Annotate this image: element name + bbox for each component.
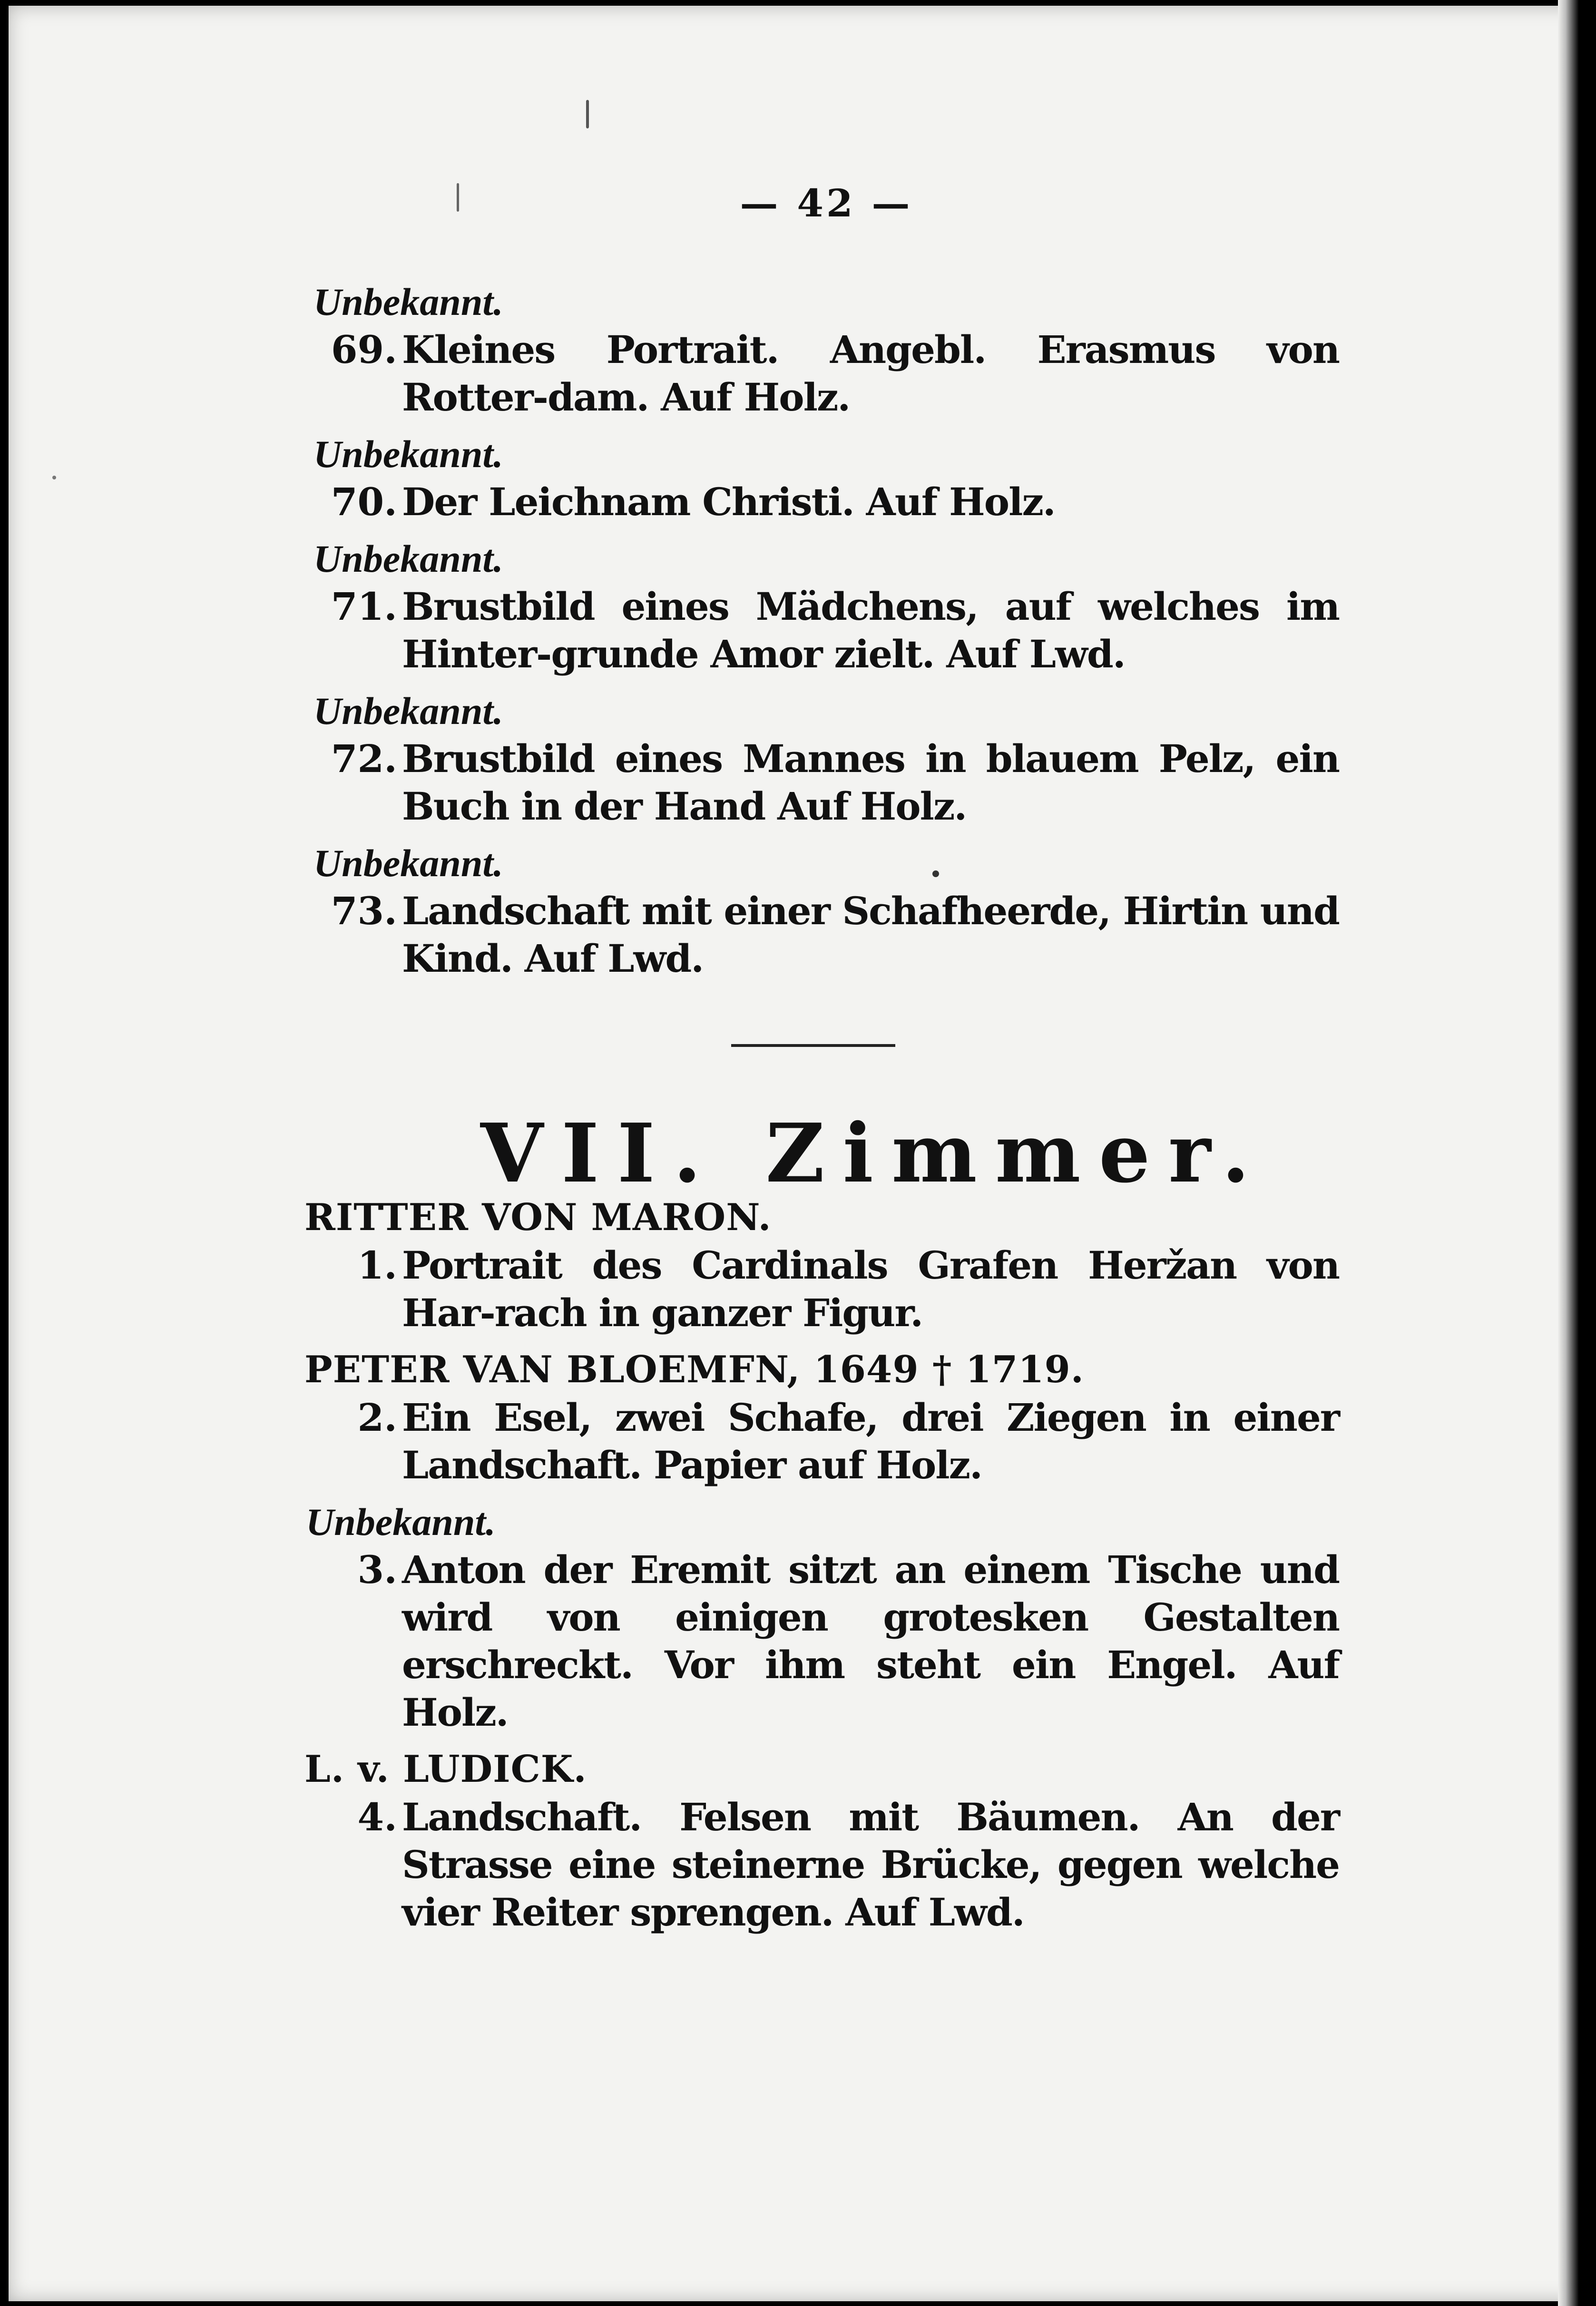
- entry-text: Portrait des Cardinals Grafen Heržan von Har-rach in ganzer Figur.: [402, 1243, 1339, 1335]
- artist-name: Unbekannt.: [313, 689, 503, 733]
- catalogue-entry: [304, 1746, 1339, 1936]
- ink-speck: [932, 870, 939, 877]
- ink-speck: [586, 100, 589, 128]
- catalogue-entry: [312, 278, 1339, 421]
- entry-text: Der Leichnam Christi. Auf Holz.: [402, 479, 1055, 524]
- ink-speck: [52, 476, 56, 479]
- page-edge-shadow: [1558, 0, 1596, 2306]
- catalogue-entry: [312, 840, 1339, 982]
- artist-name: L. v. LUDICK.: [304, 1748, 587, 1791]
- catalogue-entry: [312, 535, 1339, 678]
- artist-name: Unbekannt.: [313, 280, 503, 323]
- entry-text: Ein Esel, zwei Schafe, drei Ziegen in einer Landschaft. Papier auf Holz.: [402, 1395, 1339, 1487]
- entry-text: Landschaft. Felsen mit Bäumen. An der Strasse eine steinerne Brücke, gegen welche vier Reiter sprengen. Auf Lwd.: [402, 1795, 1339, 1935]
- entry-number: 70.: [331, 479, 397, 524]
- artist-name: PETER VAN BLOEMFN, 1649 † 1719.: [304, 1348, 1084, 1391]
- entry-body: [312, 1546, 1339, 1736]
- catalogue-entry: [312, 430, 1339, 526]
- artist-name: Unbekannt.: [313, 432, 503, 476]
- artist-name: Unbekannt.: [313, 841, 503, 885]
- entry-body: [312, 1394, 1339, 1489]
- entry-number: 4.: [357, 1795, 397, 1839]
- entry-body: [312, 1241, 1339, 1337]
- ink-speck: [457, 183, 459, 212]
- entry-body: [312, 583, 1339, 678]
- artist-name: Unbekannt.: [313, 537, 503, 580]
- section-divider: [731, 1044, 895, 1047]
- entry-body: [312, 887, 1339, 982]
- entry-body: [312, 1793, 1339, 1936]
- artist-name: Unbekannt.: [306, 1500, 496, 1544]
- entry-number: 69.: [331, 327, 397, 372]
- entry-text: Anton der Eremit sitzt an einem Tische und wird von einigen grotesken Gestalten erschreckt. Vor ihm steht ein Engel. Auf Holz.: [402, 1547, 1339, 1735]
- entry-text: Brustbild eines Mannes in blauem Pelz, ein Buch in der Hand Auf Holz.: [402, 736, 1339, 829]
- catalogue-section-a: [312, 278, 1339, 982]
- entry-number: 2.: [357, 1395, 397, 1440]
- catalogue-section-b: [304, 1194, 1339, 1936]
- catalogue-entry: [312, 687, 1339, 830]
- entry-number: 3.: [357, 1547, 397, 1592]
- catalogue-entry: [306, 1498, 1339, 1736]
- room-heading: VII. Zimmer.: [480, 1106, 1268, 1201]
- entry-number: 72.: [331, 736, 397, 781]
- entry-body: [312, 326, 1339, 421]
- entry-number: 73.: [331, 889, 397, 933]
- entry-body: [312, 735, 1339, 830]
- page-number: — 42 —: [740, 181, 913, 225]
- entry-number: 71.: [331, 584, 397, 629]
- entry-body: [312, 478, 1339, 526]
- catalogue-entry: [304, 1194, 1339, 1337]
- artist-name: RITTER VON MARON.: [304, 1196, 772, 1239]
- entry-number: 1.: [357, 1243, 397, 1288]
- entry-text: Kleines Portrait. Angebl. Erasmus von Rotter-dam. Auf Holz.: [402, 327, 1339, 420]
- entry-text: Landschaft mit einer Schafheerde, Hirtin und Kind. Auf Lwd.: [402, 889, 1339, 981]
- entry-text: Brustbild eines Mädchens, auf welches im Hinter-grunde Amor zielt. Auf Lwd.: [402, 584, 1339, 676]
- catalogue-entry: [304, 1346, 1339, 1489]
